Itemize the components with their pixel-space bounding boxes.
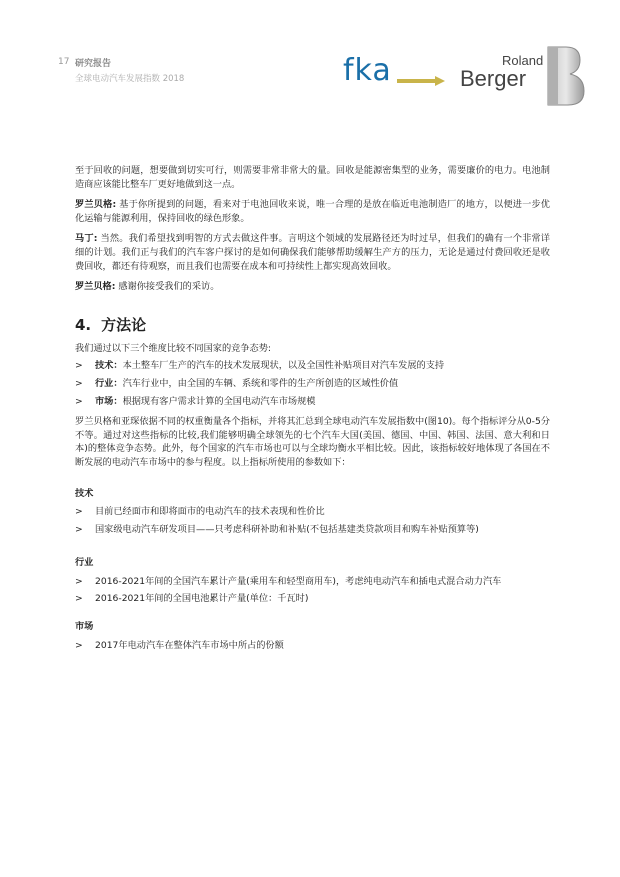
bullet-marker: > bbox=[75, 575, 83, 587]
industry-heading: 行业 bbox=[75, 557, 94, 569]
page-content bbox=[75, 164, 550, 656]
dimension-item: > 行业：汽车行业中，由全国的车辆、系统和零件的生产所创造的区域性价值 bbox=[75, 377, 399, 389]
section-lead: 我们通过以下三个维度比较不同国家的竞争态势: bbox=[75, 342, 272, 354]
bullet-marker: > bbox=[75, 593, 83, 605]
market-heading: 市场 bbox=[75, 621, 94, 633]
parameter-item: > 2016-2021年间的全国汽车累计产量(乘用车和轻型商用车)，考虑纯电动汽车和插电式混合动力汽车 bbox=[75, 575, 502, 587]
bullet-marker: > bbox=[75, 395, 83, 407]
section-number: 4. bbox=[75, 315, 92, 334]
fka-arrow-icon bbox=[397, 76, 445, 86]
bullet-marker: > bbox=[75, 360, 83, 372]
bullet-marker: > bbox=[75, 377, 83, 389]
section-heading bbox=[75, 316, 550, 334]
intro-paragraph: 罗兰贝格: 基于你所提到的问题，看来对于电池回收来说，唯一合理的是放在临近电池制造厂的地方，以便进一步优化运输与能源利用，保持回收的绿色形象。 bbox=[75, 199, 550, 224]
bullet-marker: > bbox=[75, 639, 83, 651]
roland-berger-logo-roland: Roland bbox=[502, 53, 544, 68]
section-body: 罗兰贝格和亚琛依据不同的权重衡量各个指标，并将其汇总到全球电动汽车发展指数中(图10)。每个指标评分从0-5分不等。通过对这些指标的比较,我们能够明确全球领先的七个汽车大国(美国、德国、中国、韩国、法国、意大利和日本)的整体竞争态势。此外，每个国家的汽车市场也可以与全球均衡水平相比较。因此，该指标较好地体现了各国在不断发展的电动汽车市场中的参与程度。以上指标所使用的参数如下： bbox=[75, 416, 550, 468]
fka-logo-text: fka bbox=[343, 53, 392, 88]
bullet-marker: > bbox=[75, 523, 83, 535]
parameter-item: > 国家级电动汽车研发项目——只考虑科研补助和补贴(不包括基建类贷款项目和购车补贴预算等) bbox=[75, 523, 479, 535]
intro-paragraph: 马丁: 当然。我们希望找到明智的方式去做这件事。言明这个领域的发展路径还为时过早，但我们的确有一个非常详细的计划。我们正与我们的汽车客户探讨的是如何确保我们能够帮助缓解生产方的压力，无论是通过付费回收还是收费回收，都还有待观察，而且我们也需要在成本和可持续性上都实现高效回收。 bbox=[75, 233, 550, 272]
report-title: 研究报告 bbox=[75, 59, 112, 69]
parameter-item: > 2017年电动汽车在整体汽车市场中所占的份额 bbox=[75, 639, 284, 651]
speaker-label: 罗兰贝格: bbox=[75, 281, 116, 293]
intro-paragraph: 罗兰贝格: 感谢你接受我们的采访。 bbox=[75, 281, 220, 293]
fka-logo bbox=[343, 53, 453, 96]
technology-heading: 技术 bbox=[75, 487, 94, 499]
roland-berger-b-icon bbox=[546, 45, 586, 107]
section-title: 方法论 bbox=[101, 315, 147, 334]
intro-paragraph: 至于回收的问题，想要做到切实可行，则需要非常非常大的量。回收是能源密集型的业务，需要廉价的电力。电池制造商应该能比整车厂更好地做到这一点。 bbox=[75, 165, 550, 190]
report-subtitle: 全球电动汽车发展指数 2018 bbox=[75, 74, 185, 84]
parameter-item: > 2016-2021年间的全国电池累计产量(单位：千瓦时) bbox=[75, 593, 309, 605]
speaker-label: 罗兰贝格: bbox=[75, 199, 117, 211]
bullet-marker: > bbox=[75, 506, 83, 518]
dimension-item: > 技术：本土整车厂生产的汽车的技术发展现状，以及全国性补贴项目对汽车发展的支持 bbox=[75, 360, 445, 372]
page-number: 17 bbox=[58, 57, 70, 67]
parameter-item: > 目前已经面市和即将面市的电动汽车的技术表现和性价比 bbox=[75, 506, 325, 518]
dimension-item: > 市场：根据现有客户需求计算的全国电动汽车市场规模 bbox=[75, 395, 316, 407]
speaker-label: 马丁: bbox=[75, 233, 98, 245]
roland-berger-logo-berger: Berger bbox=[460, 66, 527, 91]
